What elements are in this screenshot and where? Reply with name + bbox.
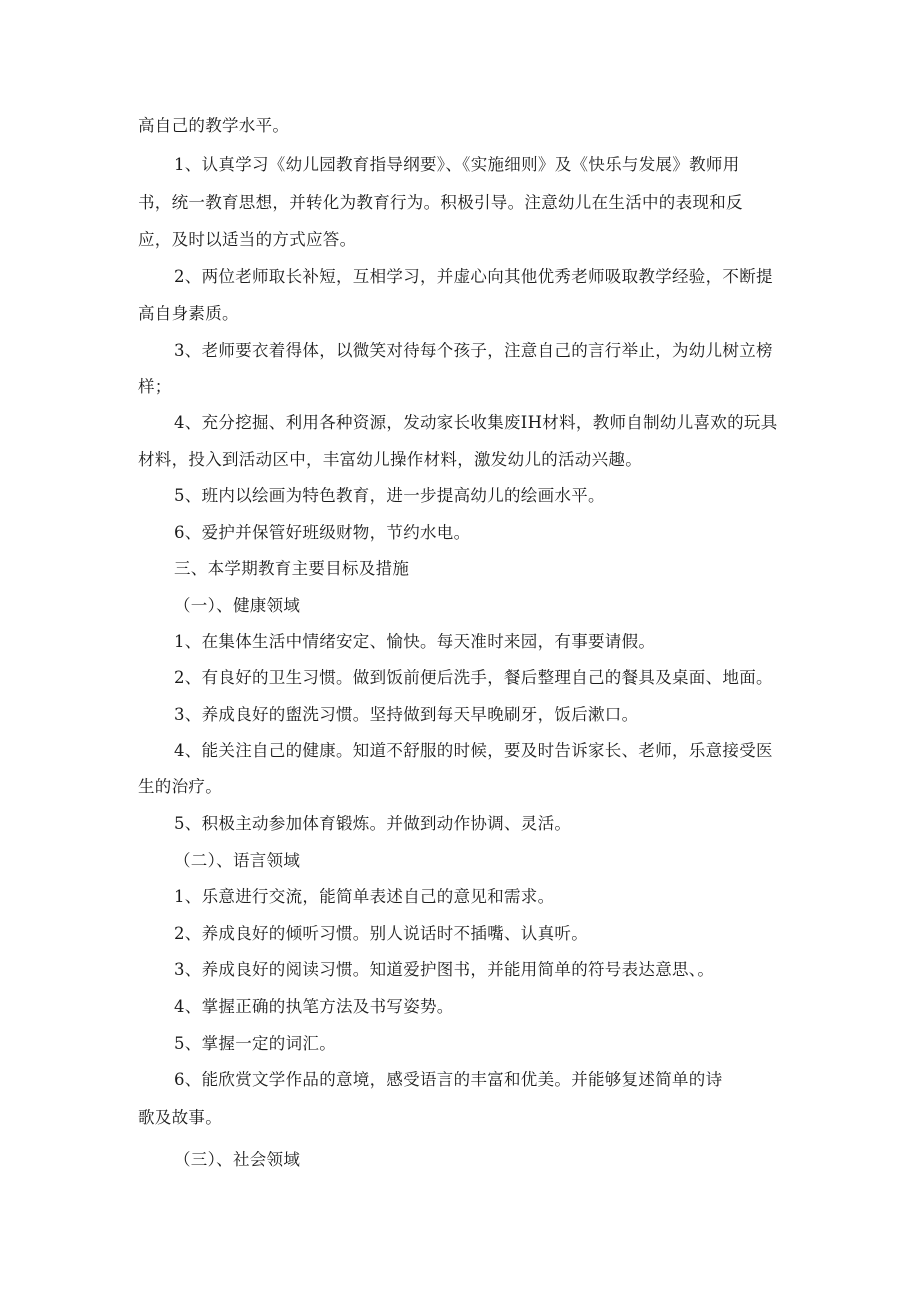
text-line: 高自己的教学水平。 <box>138 116 290 135</box>
text-line: 高自身素质。 <box>138 304 239 323</box>
text-line: 5、积极主动参加体育锻炼。并做到动作协调、灵活。 <box>174 814 572 833</box>
text-line: 歌及故事。 <box>138 1108 222 1127</box>
text-line: 书，统一教育思想，并转化为教育行为。积极引导。注意幼儿在生活中的表现和反 <box>138 193 743 212</box>
text-line: 2、有良好的卫生习惯。做到饭前便后洗手，餐后整理自己的餐具及桌面、地面。 <box>174 668 773 687</box>
text-line: 2、两位老师取长补短，互相学习，并虚心向其他优秀老师吸取教学经验，不断提 <box>174 267 773 286</box>
text-line: 3、养成良好的阅读习惯。知道爱护图书，并能用简单的符号表达意思、。 <box>174 960 715 979</box>
text-line: 6、爱护并保管好班级财物，节约水电。 <box>174 523 471 542</box>
text-line: 4、掌握正确的执笔方法及书写姿势。 <box>174 997 454 1016</box>
text-line: 应，及时以适当的方式应答。 <box>138 230 357 249</box>
text-line: 材料，投入到活动区中，丰富幼儿操作材料，激发幼儿的活动兴趣。 <box>138 450 642 469</box>
subsection-heading: （三）、社会领域 <box>174 1150 301 1169</box>
text-line: 3、老师要衣着得体，以微笑对待每个孩子，注意自己的言行举止，为幼儿树立榜 <box>174 341 773 360</box>
text-line: 4、能关注自己的健康。知道不舒服的时候，要及时告诉家长、老师，乐意接受医 <box>174 741 773 760</box>
text-line: 生的治疗。 <box>138 777 222 796</box>
text-line: 1、认真学习《幼儿园教育指导纲要》、《实施细则》及《快乐与发展》教师用 <box>174 155 740 174</box>
subsection-heading: （二）、语言领域 <box>174 851 301 870</box>
text-line: 2、养成良好的倾听习惯。别人说话时不插嘴、认真听。 <box>174 924 588 943</box>
text-line: 5、掌握一定的词汇。 <box>174 1034 336 1053</box>
section-heading: 三、本学期教育主要目标及措施 <box>174 559 410 578</box>
text-line: 1、在集体生活中情绪安定、愉快。每天准时来园，有事要请假。 <box>174 632 656 651</box>
text-line: 4、充分挖掘、利用各种资源，发动家长收集废IH材料，教师自制幼儿喜欢的玩具 <box>174 413 778 432</box>
text-line: 样； <box>138 377 172 396</box>
text-line: 3、养成良好的盥洗习惯。坚持做到每天早晚刷牙，饭后漱口。 <box>174 705 639 724</box>
text-line: 5、班内以绘画为特色教育，进一步提高幼儿的绘画水平。 <box>174 486 605 505</box>
text-line: 1、乐意进行交流，能简单表述自己的意见和需求。 <box>174 887 555 906</box>
subsection-heading: （一）、健康领域 <box>174 596 301 615</box>
text-line: 6、能欣赏文学作品的意境，感受语言的丰富和优美。并能够复述简单的诗 <box>174 1070 723 1089</box>
